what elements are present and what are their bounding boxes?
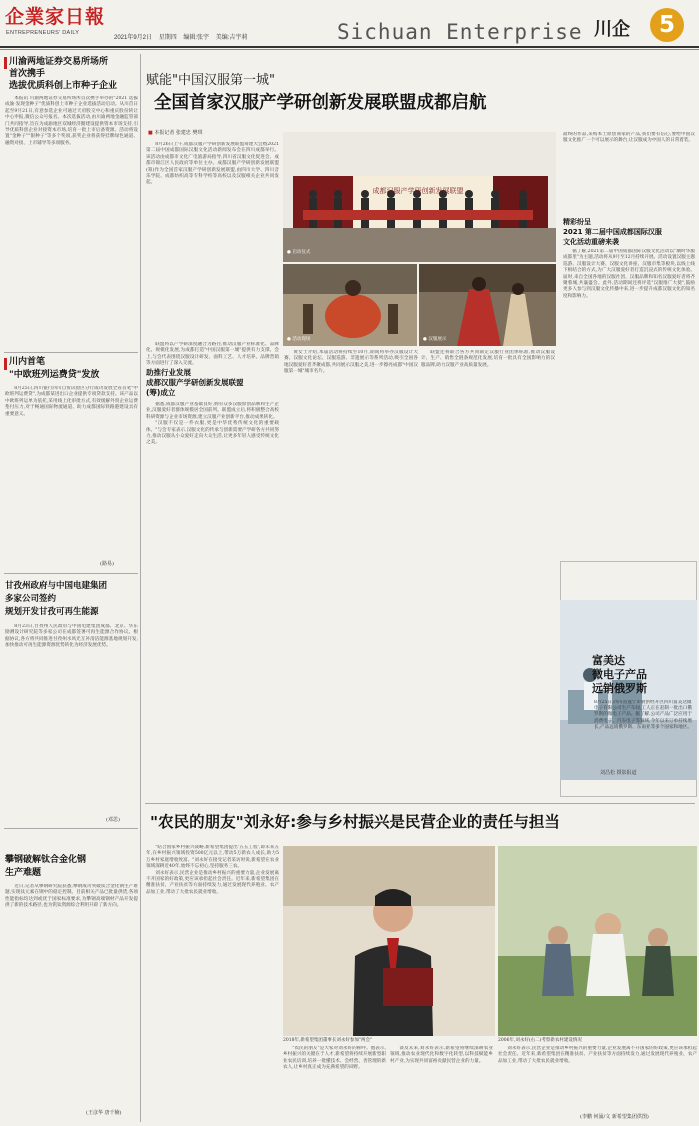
headline-ganzi-energy: 甘孜州政府与中国电建集团 多家公司签约 规划开发甘孜可再生能源 bbox=[5, 581, 108, 617]
main-byline: ■ 本报记者 张建忠 樊琪 bbox=[148, 130, 203, 136]
photo-caption-left: 2018年,新希望集团董事长刘永好参加"两会" bbox=[283, 1038, 373, 1043]
article-divider bbox=[4, 573, 138, 574]
photo-caption: ● 活动现场 bbox=[287, 337, 311, 342]
bottom-article-col2: "农民的朋友"是大家对刘永好的称呼。他表示,乡村振兴的关键在于人才,新希望将持续开展新型职业农民培训,培养一批懂技术、会经营、善管理的新农人,让乡村真正成为充满希望的田野。 bbox=[283, 1046, 386, 1071]
photo-banner-text: 成都汉服产学研创新发展联盟 bbox=[372, 187, 464, 195]
bottom-article-col3: 谈及未来,刘永好表示,新希望将继续深耕农业领域,推动农业现代化和数字化转型,以科技赋能乡村产业,为实现共同富裕贡献民营企业的力量。 bbox=[390, 1046, 493, 1064]
article-freight-loan: 8月25日,四川银行四川自贸试验区分行成功发放全省首笔"中欧班列运费贷",为成都某进出口企业提供专项贷款支持。该产品以中欧班列运单为依托,采用线上化审批方式,有效缓解外贸企业运费垫付压力,对于畅通国际物流通道、助力成都国际铁路港建设具有重要意义。 bbox=[5, 386, 138, 417]
photo-hanfu-show bbox=[419, 264, 556, 346]
headline-securities: 川渝两地证券交易所场所 首次携手 选拔优质科创上市种子企业 bbox=[9, 57, 118, 91]
headline-freight-loan: 川内首笔 "中欧班列运费贷"发放 bbox=[9, 357, 100, 380]
photo-launch-ceremony bbox=[283, 132, 556, 262]
headline-marker bbox=[4, 358, 7, 370]
main-article-col1c: 据悉,成都汉服产业基础良好,拥有众多汉服原创品牌和生产企业,汉服爱好者群体规模居全国前列。联盟成立后,将积极整合高校科研资源与企业市场资源,建立汉服产业创新平台,推动成果转化。 "汉服不仅是一件衣服,更是中华优秀传统文化的重要载体。"与会专家表示,汉服文化的传承与创新需要产学研各方共同努力,推动汉服从小众爱好走向大众生活,让更多年轻人感受传统文化之美。 bbox=[146, 402, 279, 446]
main-article-col1b: 联盟将以产学研深度融合为路径,推动汉服产业标准化、品牌化、规模化发展,为成都打造"中国汉服第一城"提供有力支撑。会上,与会代表围绕汉服设计研发、面料工艺、人才培养、品牌营销等方面进行了深入交流。 bbox=[146, 342, 279, 366]
right-subhead: 精彩纷呈 2021 第二届中国成都国际汉服 文化活动重磅来袭 bbox=[563, 218, 662, 246]
photo-event-scene bbox=[283, 264, 417, 346]
section-name: 川企 bbox=[594, 19, 630, 40]
date-line bbox=[114, 34, 252, 42]
article-sign: (路易) bbox=[100, 561, 114, 567]
bottom-article-col4: 刘永好表示,民营企业是推动乡村振兴的重要力量,企业发展离不开国家的好政策,更应该承担起社会责任。近年来,新希望集团在精准扶贫、产业扶贫等方面持续发力,通过发展现代养殖业、农产品加工业,带动了大批农民就业增收。 bbox=[498, 1046, 697, 1064]
article-securities: 本报讯 川渝两地证券交易所场所首次携手举办的"2021 选拔成渝·发现金种子"优质科创上市种子企业选拔活动启动。从川首日起至9月21日,有意参选企业可通过天府股交中心和重庆股份转让中心申报,微信公众号报名。本次选拔活动,由川渝两地金融监管部门共同指导,旨在为成渝地区双城经济圈建设提供资本市场支持,引导优质科创企业对接资本市场,培育一批上市后备资源。活动将设置"金种子""银种子"等多个奖项,获奖企业将获得挂牌绿色通道、融资对接、上市辅导等多项服务。 bbox=[5, 96, 138, 146]
article-ganzi-energy: 8月23日,甘孜州人民政府与中国电建集团成都、北京、华东勘测设计研究院等多家公司在成都签署可再生能源合作协议。根据协议,各方将共同推进甘孜州水风光互补清洁能源基地规划开发,加快推动可再生能源资源优势转化为经济发展优势。 bbox=[5, 624, 138, 649]
article-sign: (王彦华 唐千楠) bbox=[86, 1110, 122, 1116]
photo-caption: ● 汉服展示 bbox=[423, 337, 447, 342]
headline-pangang: 攀钢破解钛合金化钢 生产难题 bbox=[5, 855, 87, 878]
right-intro-text: 最终的作品,采购本土原创商家的产品,我们要有信心,要给中国汉服文化推广一个可以展示的舞台,让汉服成为中国人的日常着装。 bbox=[563, 132, 695, 144]
main-headline: 全国首家汉服产学研创新发展联盟成都启航 bbox=[154, 93, 487, 113]
photo-news-headline: 富美达 微电子产品 远销俄罗斯 bbox=[592, 654, 647, 695]
main-article-col1: 8月26日上午,成都汉服产学研创新发展联盟筹建大会暨2021第二届中国成都国际汉服文化活动新闻发布会在四川成都举行。该活动由成都市文化广电旅游局指导,四川省汉服文化促进会、成都市锦江区人民政府等单位主办。成都汉服产学研创新发展联盟(筹)作为全国首家汉服产学研创新发展联盟,由四川大学、四川音乐学院、成都纺织高等专科学校等高校以及汉服相关企业共同发起。 bbox=[146, 142, 279, 186]
photo-rural-inspection-2006 bbox=[498, 846, 697, 1036]
article-pangang: 近日,记者从攀钢研究院获悉,攀钢成功突破钛合金化钢生产难题,实现钛元素在钢中的稳定控制。目前相关产品已批量供货,各项性能指标均达到或优于国家标准要求,为攀钢高端钢材产品开发提供了新的技术路径,也为钒钛资源综合利用开辟了新方向。 bbox=[5, 884, 138, 909]
event-illustration bbox=[283, 264, 417, 346]
photo-liu-yonghao-2018 bbox=[283, 846, 495, 1036]
article-divider bbox=[4, 352, 138, 353]
main-article-col2: 黄女士介绍,本届活动将持续至10月,期间将举办汉服设计大赛、汉服文化论坛、汉服巡游、非遗展示等系列活动,吸引全国各地汉服爱好者齐聚成都,共同展示汉服之美,进一步擦亮成都"中国汉服第一城"城市名片。 bbox=[284, 350, 418, 375]
main-subhead: 助推行业发展 成都汉服产学研创新发展联盟 (筹)成立 bbox=[146, 368, 244, 397]
section-name-english: Sichuan Enterprise bbox=[337, 20, 583, 44]
ceremony-illustration bbox=[283, 132, 556, 262]
header-rule bbox=[0, 46, 699, 48]
bottom-article-credit: (李鹏 何涌/文 新希望集团供图) bbox=[580, 1114, 649, 1120]
main-article-col3: 联盟还将联合各方共同制定汉服行业团体标准,推动汉服设计、生产、销售全链条规范化发展,培育一批具有全国影响力的汉服品牌,助力汉服产业高质量发展。 bbox=[421, 350, 555, 368]
article-divider bbox=[4, 828, 138, 829]
newspaper-logo: 企業家日報 bbox=[5, 6, 106, 28]
bottom-article-col1: "结合国家乡村振兴战略,新希望集团提出'五五工程',即未来五年,在乡村振兴领域投资500亿元以上,带动5万新农人成长,助力5万乡村家庭增收致富。"刘永好在接受记者采访时说,新希望在农业领域深耕近40年,始终不忘初心,坚持服务三农。 刘永好表示,民营企业是推动乡村振兴的重要力量,企业发展离不开国家的好政策,更应该承担起社会责任。近年来,新希望集团在精准扶贫、产业扶贫等方面持续发力,通过发展现代养殖业、农产品加工业,带动了大批农民就业增收。 bbox=[146, 845, 279, 895]
designer-credit: 美编:吉宇莉 bbox=[215, 35, 248, 41]
headline-marker bbox=[4, 57, 7, 69]
page-number-badge: 5 bbox=[650, 8, 684, 42]
portrait-illustration bbox=[283, 846, 495, 1036]
issue-weekday: 星期四 bbox=[158, 35, 177, 41]
issue-date: 2021年9月2日 bbox=[114, 35, 153, 41]
header-rule-thin bbox=[0, 49, 699, 50]
byline-marker: ■ bbox=[148, 130, 153, 136]
editor-credit: 编辑:张宇 bbox=[183, 35, 210, 41]
bottom-headline: "农民的朋友"刘永好:参与乡村振兴是民营企业的责任与担当 bbox=[150, 813, 560, 831]
photo-caption-right: 2006年,刘永好(右二)考察新农村建设情况 bbox=[498, 1038, 582, 1043]
article-sign: (邓思) bbox=[106, 817, 120, 823]
photo-news-text: 8月25日,四川省遂宁市射洪经开区四川富美达微电子有限公司生产车间,工人正在赶制一批出口俄罗斯的微电子产品。据了解,公司产品广泛应用于消费电子、汽车电子等领域,今年以来订单持续增长,产品远销俄罗斯、东南亚等多个国家和地区。 bbox=[594, 700, 692, 730]
photo-news-credit: 刘昌松 摄影报道 bbox=[600, 770, 637, 776]
main-kicker: 赋能"中国汉服第一城" bbox=[146, 73, 275, 88]
field-illustration bbox=[498, 846, 697, 1036]
right-article-text: 据了解,2021第二届中国成都国际汉服文化活动以"潮时华服 成都里"为主题,活动将从9月至12月持续开展。活动设置汉服主题巡游、汉服设计大赛、汉服文化讲座、汉服市集等板块,以线上线下相结合的方式,为广大汉服爱好者打造沉浸式的传统文化体验。届时,来自全国各地的汉服社团、汉服品牌和知名汉服爱好者将齐聚蓉城,共襄盛会。此外,活动期间还将评选"汉服推广大使",鼓励更多人参与到汉服文化传播中来,进一步提升成都汉服文化的知名度和影响力。 bbox=[563, 249, 695, 299]
newspaper-logo-english: ENTREPRENEURS' DAILY bbox=[6, 30, 80, 36]
column-divider bbox=[140, 54, 141, 1122]
section-divider bbox=[145, 803, 695, 804]
hanfu-illustration bbox=[419, 264, 556, 346]
photo-caption: ● 启动仪式 bbox=[287, 250, 311, 255]
